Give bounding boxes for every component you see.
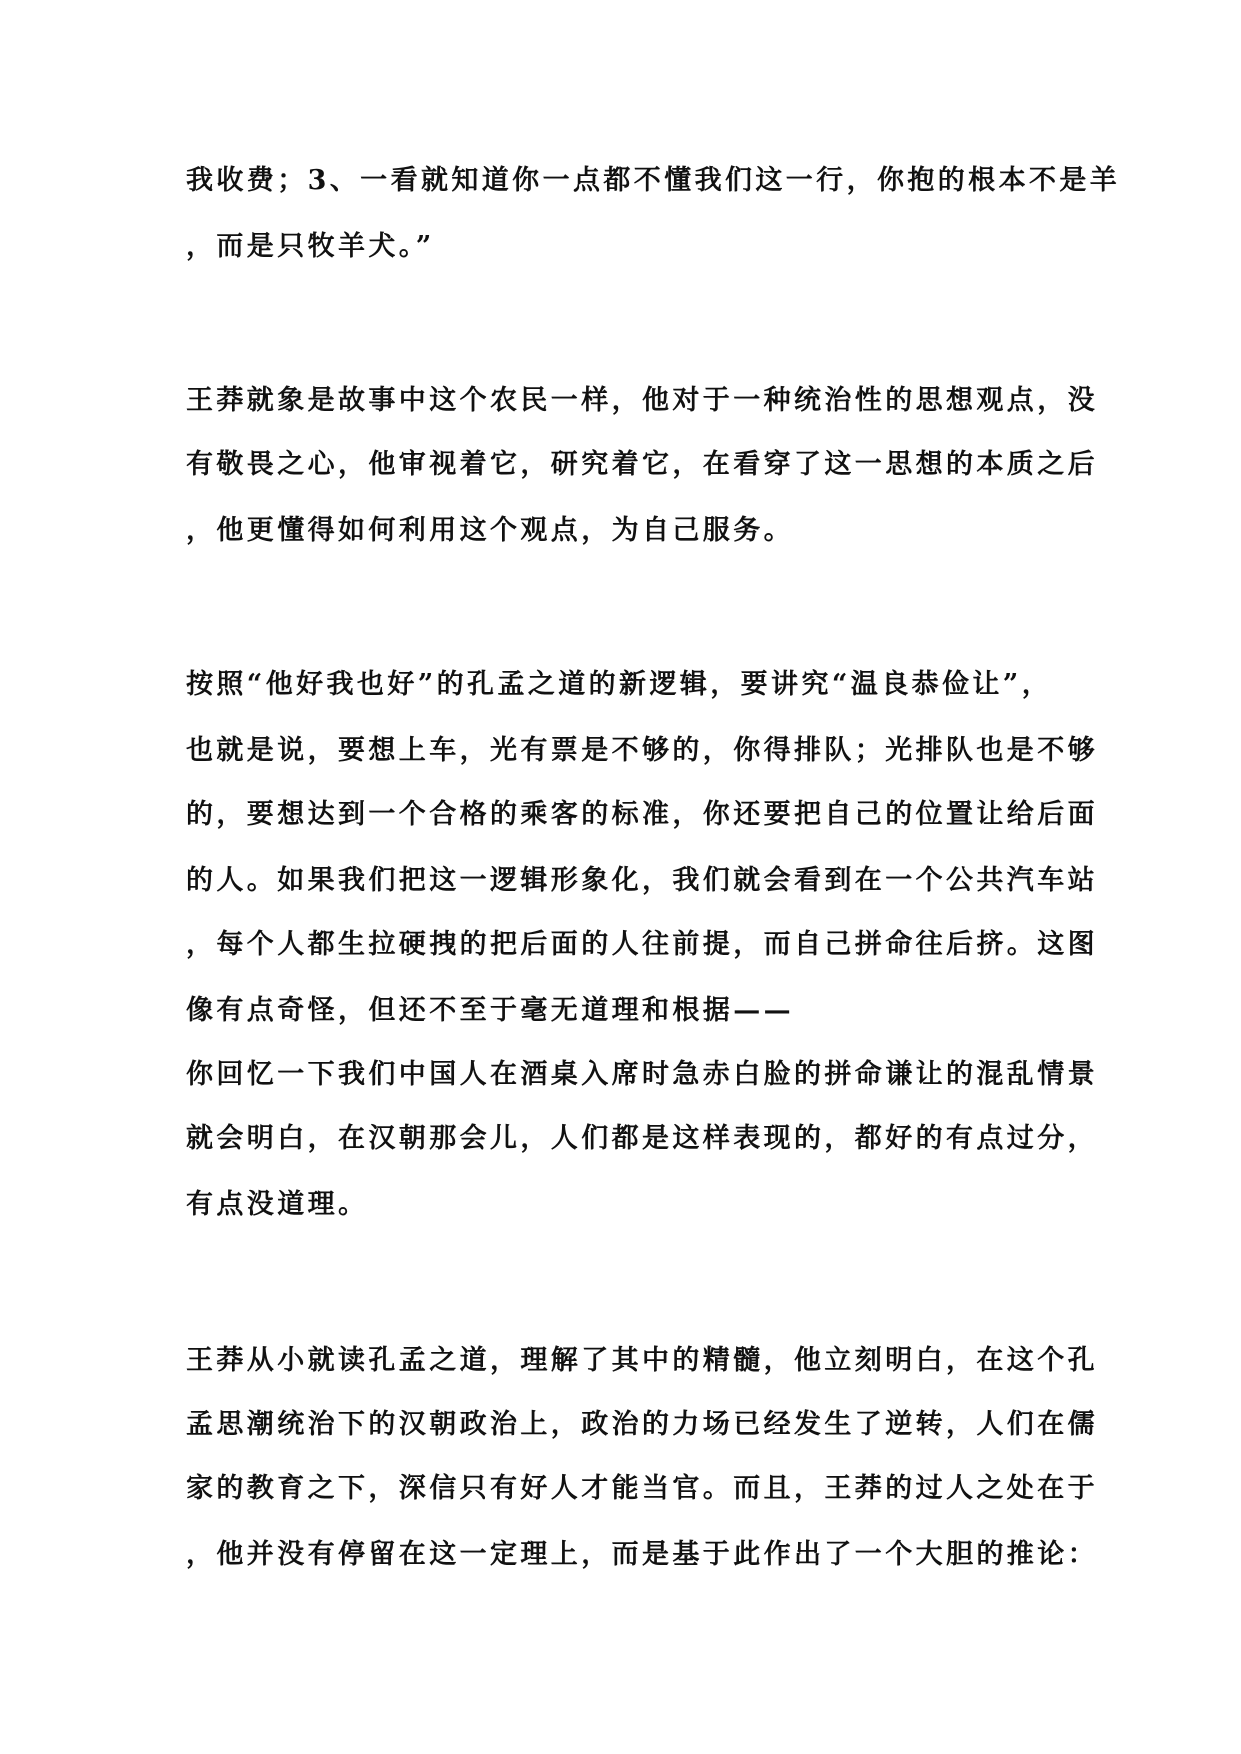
text-line: 王莽从小就读孔孟之道，理解了其中的精髓，他立刻明白，在这个孔	[186, 1345, 1098, 1376]
text-line: 有敬畏之心，他审视着它，研究着它，在看穿了这一思想的本质之后	[186, 449, 1098, 480]
text-line: ，他更懂得如何利用这个观点，为自己服务。	[186, 515, 794, 546]
text-line: 也就是说，要想上车，光有票是不够的，你得排队；光排队也是不够	[186, 735, 1098, 766]
text-line: ，他并没有停留在这一定理上，而是基于此作出了一个大胆的推论：	[186, 1539, 1098, 1570]
text-line: 有点没道理。	[186, 1189, 369, 1220]
text-line: ，每个人都生拉硬拽的把后面的人往前提，而自己拼命往后挤。这图	[186, 929, 1098, 960]
text-line: 按照“他好我也好”的孔孟之道的新逻辑，要讲究“温良恭俭让”，	[186, 669, 1053, 700]
text-line: 的，要想达到一个合格的乘客的标准，你还要把自己的位置让给后面	[186, 799, 1098, 830]
text-line: 像有点奇怪，但还不至于毫无道理和根据——	[186, 995, 794, 1026]
text-line: 的人。如果我们把这一逻辑形象化，我们就会看到在一个公共汽车站	[186, 865, 1098, 896]
text-line: 孟思潮统治下的汉朝政治上，政治的力场已经发生了逆转，人们在儒	[186, 1409, 1098, 1440]
text-line: 你回忆一下我们中国人在酒桌入席时急赤白脸的拼命谦让的混乱情景	[186, 1059, 1098, 1090]
text-line: 王莽就象是故事中这个农民一样，他对于一种统治性的思想观点，没	[186, 385, 1098, 416]
text-line: 就会明白，在汉朝那会儿，人们都是这样表现的，都好的有点过分，	[186, 1123, 1098, 1154]
text-line: 家的教育之下，深信只有好人才能当官。而且，王莽的过人之处在于	[186, 1473, 1098, 1504]
text-line: 我收费；3、一看就知道你一点都不懂我们这一行，你抱的根本不是羊	[186, 165, 1121, 196]
text-line: ，而是只牧羊犬。”	[186, 231, 435, 262]
